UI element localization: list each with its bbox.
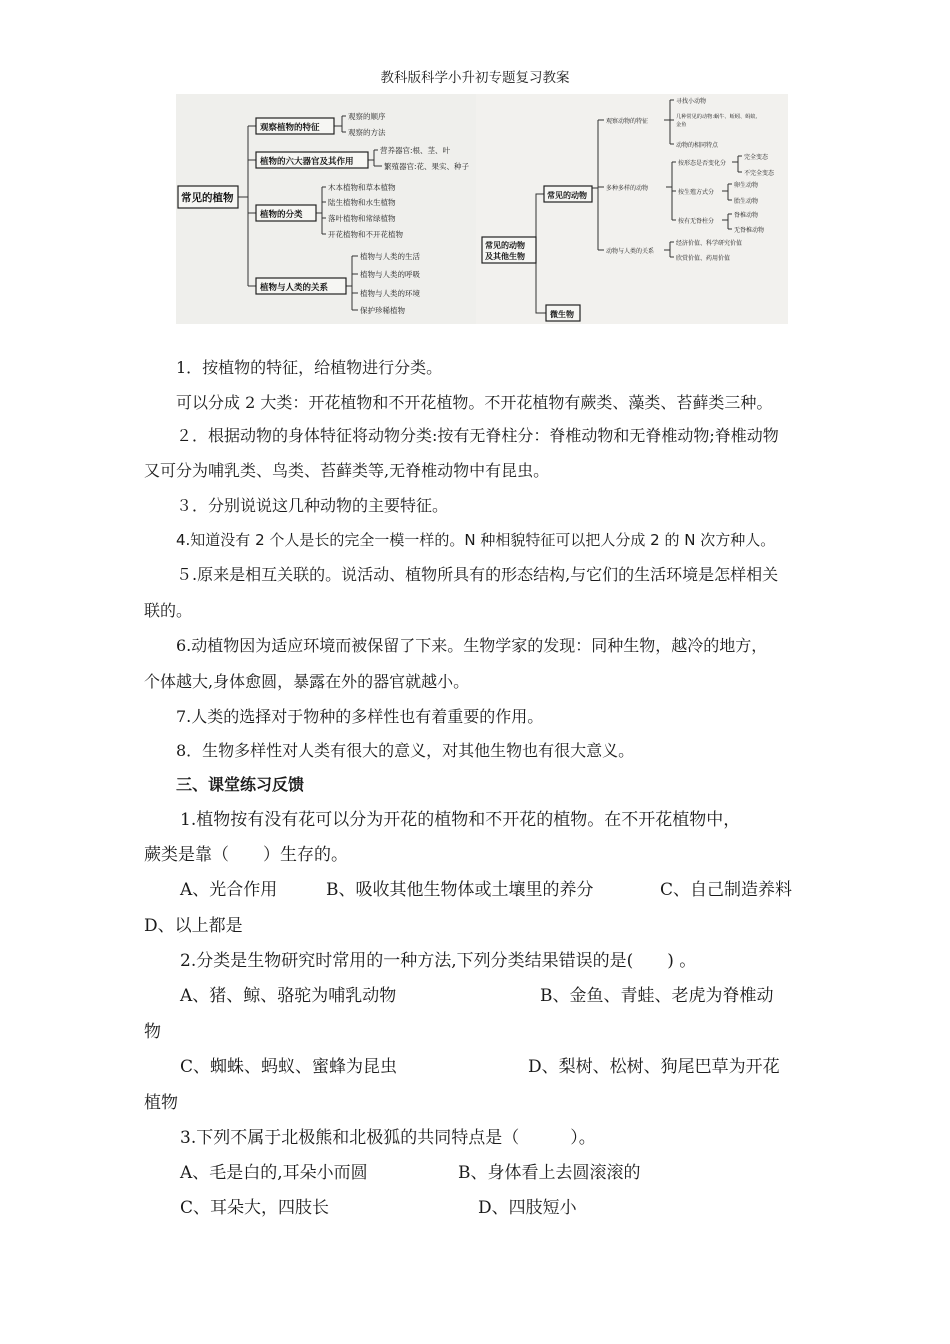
paragraph-7-line-2: 个体越大,身体愈圆，暴露在外的器官就越小。 xyxy=(144,672,470,691)
question-2-option-d: D、梨树、松树、狗尾巴草为开花 xyxy=(528,1057,780,1077)
question-2-option-d-cont: 植物 xyxy=(144,1093,178,1113)
paragraph-5: 4.知道没有 2 个人是长的完全一模一样的。N 种相貌特征可以把人分成 2 的 N 次方种人。 xyxy=(176,531,776,549)
mindmap-micro: 微生物 xyxy=(550,310,574,319)
question-3-option-c: C、耳朵大，四肢长 xyxy=(180,1198,330,1218)
paragraph-9: 8．生物多样性对人类有很大的意义，对其他生物也有很大意义。 xyxy=(176,741,635,760)
mindmap-leaf: 植物与人类的呼吸 xyxy=(360,270,420,279)
mindmap-leaf: 脊椎动物 xyxy=(734,212,759,219)
mindmap-leaf: 寻找小动物 xyxy=(676,98,707,105)
mindmap-leaf: 植物与人类的环境 xyxy=(360,289,420,298)
mindmap-animals-root-1: 常见的动物 xyxy=(485,241,525,250)
mindmap-leaf: 落叶植物和常绿植物 xyxy=(328,214,396,223)
question-2-option-b-cont: 物 xyxy=(144,1022,161,1042)
mindmap-plants-root: 常见的植物 xyxy=(181,192,234,204)
mindmap-figure xyxy=(176,94,788,324)
mindmap-leaf: 观察的方法 xyxy=(348,128,386,137)
mindmap-leaf: 陆生植物和水生植物 xyxy=(328,198,396,207)
question-1-option-d: D、以上都是 xyxy=(144,916,243,936)
mindmap-branch-relation: 植物与人类的关系 xyxy=(260,283,329,293)
paragraph-1: 1．按植物的特征，给植物进行分类。 xyxy=(176,358,443,377)
question-1-line-2: 蕨类是靠（ ）生存的。 xyxy=(144,845,348,865)
mindmap-leaf: 不完全变态 xyxy=(744,170,775,177)
paragraph-3-line-2: 又可分为哺乳类、鸟类、苔藓类等,无脊椎动物中有昆虫。 xyxy=(144,461,550,480)
mindmap-animal-diverse: 多种多样的动物 xyxy=(606,185,649,192)
mindmap-animal-human: 动物与人类的关系 xyxy=(606,248,655,255)
mindmap-leaf: 动物的相同特点 xyxy=(676,142,719,149)
mindmap-leaf: 保护珍稀植物 xyxy=(360,306,405,315)
mindmap-animal-morph: 按形态是否变化分 xyxy=(678,160,727,167)
paragraph-8: 7.人类的选择对于物种的多样性也有着重要的作用。 xyxy=(176,707,544,726)
question-2-option-c: C、蜘蛛、蚂蚁、蜜蜂为昆虫 xyxy=(180,1057,398,1077)
mindmap-leaf: 植物与人类的生活 xyxy=(360,252,420,261)
mindmap-branch-organs: 植物的六大器官及其作用 xyxy=(260,157,354,167)
question-2-option-b: B、金鱼、青蛙、老虎为脊椎动 xyxy=(540,986,774,1006)
mindmap-leaf: 几种常见的动物:蜗牛、蚯蚓、蚂蚁、 xyxy=(676,114,761,120)
question-1-option-b: B、吸收其他生物体或土壤里的养分 xyxy=(326,880,594,900)
paragraph-7-line-1: 6.动植物因为适应环境而被保留了下来。生物学家的发现：同种生物，越冷的地方， xyxy=(176,636,768,655)
paragraph-3-line-1: ２．根据动物的身体特征将动物分类:按有无脊柱分：脊椎动物和无脊椎动物;脊椎动物 xyxy=(176,426,779,445)
paragraph-6-line-1: ５.原来是相互关联的。说活动、植物所具有的形态结构,与它们的生活环境是怎样相关 xyxy=(176,565,779,584)
mindmap-leaf: 金鱼 xyxy=(676,122,687,128)
question-1-option-a: A、光合作用 xyxy=(180,880,278,900)
question-3-option-b: B、身体看上去圆滚滚的 xyxy=(458,1163,641,1183)
mindmap-branch-observe: 观察植物的特征 xyxy=(260,123,320,133)
mindmap-leaf: 开花植物和不开花植物 xyxy=(328,230,403,239)
question-3-option-a: A、毛是白的,耳朵小而圆 xyxy=(180,1163,368,1183)
mindmap-leaf: 观察的顺序 xyxy=(348,112,386,121)
mindmap-animals-root-2: 及其他生物 xyxy=(485,252,525,261)
paragraph-2: 可以分成 2 大类：开花植物和不开花植物。不开花植物有蕨类、藻类、苔藓类三种。 xyxy=(176,393,773,412)
mindmap-animal-spine: 按有无脊柱分 xyxy=(678,218,715,225)
mindmap-leaf: 欣赏价值、药用价值 xyxy=(676,255,731,262)
mindmap-leaf: 胎生动物 xyxy=(734,198,759,205)
paragraph-4: ３．分别说说这几种动物的主要特征。 xyxy=(176,496,449,515)
section-title: 三、课堂练习反馈 xyxy=(176,775,305,794)
mindmap-leaf: 卵生动物 xyxy=(734,182,759,189)
mindmap-leaf: 繁殖器官:花、果实、种子 xyxy=(384,162,470,171)
mindmap-animal-observe: 观察动物的特征 xyxy=(606,118,649,125)
mindmap-animal-repro: 按生殖方式分 xyxy=(678,189,715,196)
mindmap-leaf: 木本植物和草本植物 xyxy=(328,183,396,192)
paragraph-6-line-2: 联的。 xyxy=(144,601,193,620)
question-1-line-1: 1.植物按有没有花可以分为开花的植物和不开花的植物。在不开花植物中， xyxy=(180,810,741,830)
mindmap-leaf: 无脊椎动物 xyxy=(734,227,765,234)
mindmap-branch-classify: 植物的分类 xyxy=(260,210,303,220)
mindmap-leaf: 营养器官:根、茎、叶 xyxy=(380,146,451,155)
question-2: 2.分类是生物研究时常用的一种方法,下列分类结果错误的是( ) 。 xyxy=(180,951,697,971)
question-1-option-c: C、自己制造养料 xyxy=(660,880,793,900)
question-2-option-a: A、猪、鲸、骆驼为哺乳动物 xyxy=(180,986,397,1006)
question-3: 3.下列不属于北极熊和北极狐的共同特点是（ ）。 xyxy=(180,1128,596,1148)
question-3-option-d: D、四肢短小 xyxy=(478,1198,577,1218)
mindmap-leaf: 经济价值、科学研究价值 xyxy=(676,240,743,247)
mindmap-common-animals: 常见的动物 xyxy=(547,191,587,200)
mindmap-leaf: 完全变态 xyxy=(744,154,769,161)
page-header: 教科版科学小升初专题复习教案 xyxy=(380,70,570,86)
